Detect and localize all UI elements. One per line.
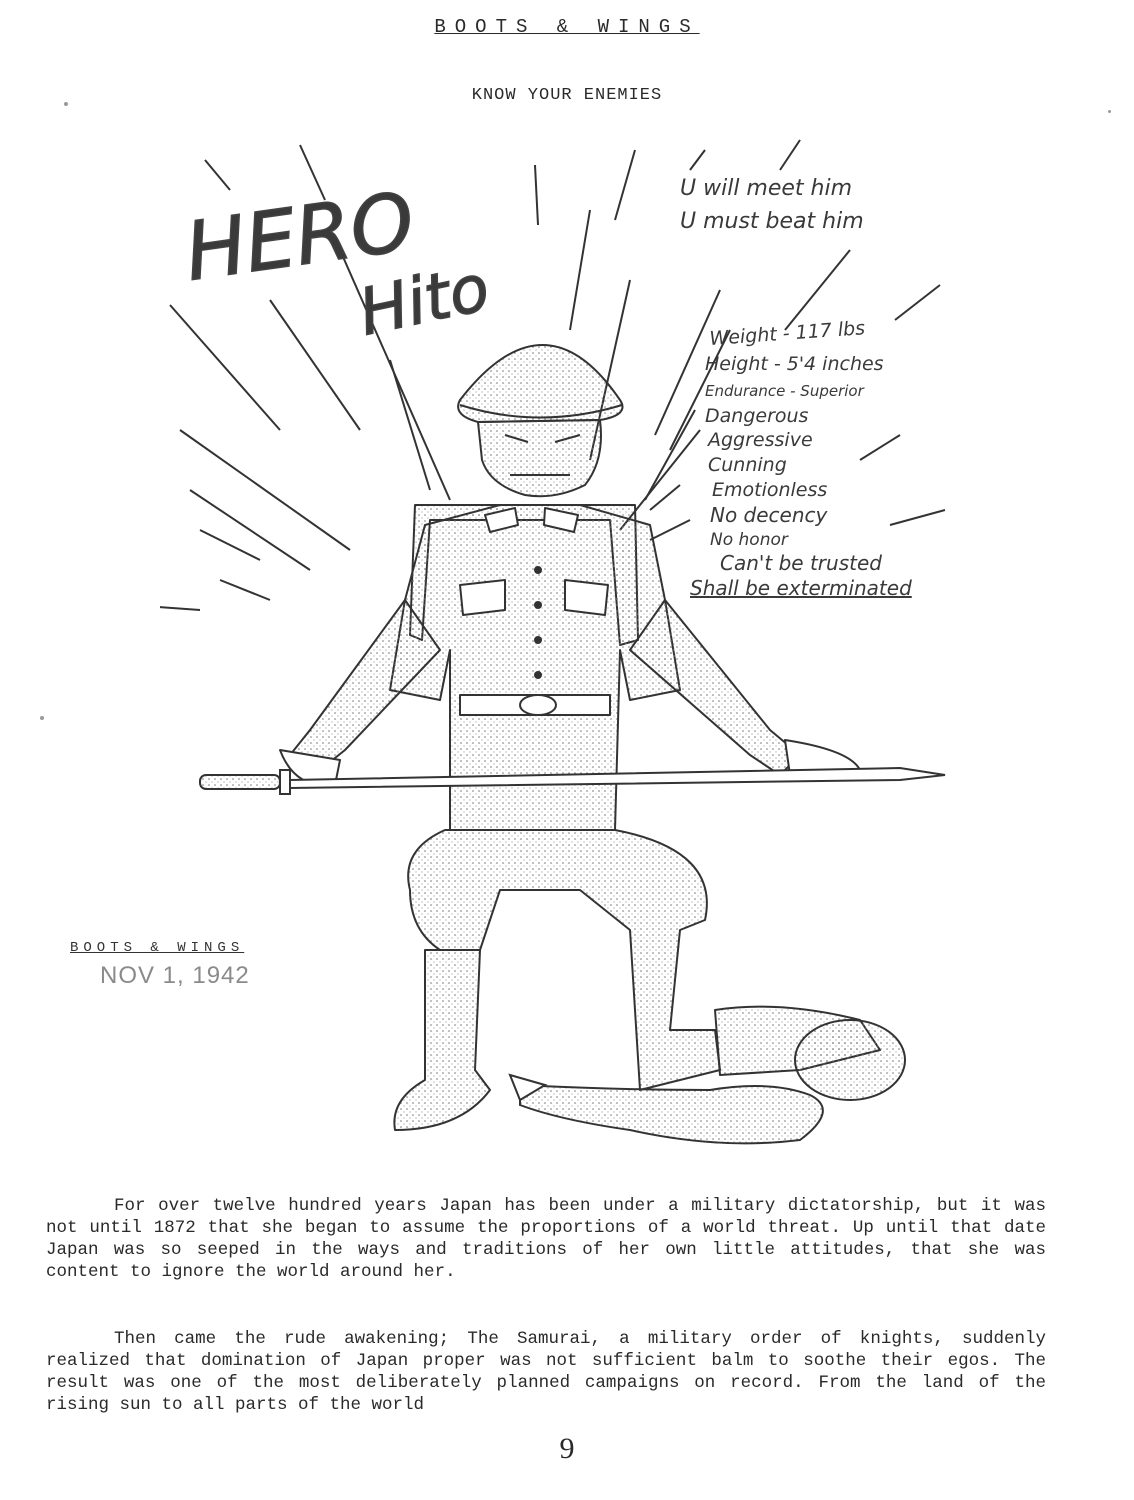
soldier-illustration xyxy=(160,130,960,1170)
date-stamp xyxy=(70,940,300,990)
scan-speck xyxy=(40,716,44,720)
scan-speck xyxy=(64,102,68,106)
slogan-line-2: U must beat him xyxy=(680,209,864,234)
trait-emotionless: Emotionless xyxy=(712,479,828,501)
masthead-title: BOOTS & WINGS xyxy=(434,16,700,38)
trait-aggressive: Aggressive xyxy=(708,429,813,451)
soldier-figure xyxy=(280,345,880,1130)
trait-no-honor: No honor xyxy=(710,530,788,550)
slogan-line-1: U will meet him xyxy=(680,176,853,201)
trait-cunning: Cunning xyxy=(708,454,787,476)
trait-height: Height - 5'4 inches xyxy=(705,353,884,375)
trait-cant-be-trusted: Can't be trusted xyxy=(720,551,882,575)
trait-endurance: Endurance - Superior xyxy=(705,382,864,400)
hero-lettering: HERO xyxy=(179,174,420,299)
paragraph-2: Then came the rude awakening; The Samurai, a military order of knights, suddenly realized that domination of Japan proper was not sufficient balm to soothe their egos. The result was one of the most deliberately planned campaigns on record. From the land of the rising sun to all parts of the world xyxy=(46,1329,1046,1415)
stamp-title: BOOTS & WINGS xyxy=(70,940,245,956)
paragraph-1: For over twelve hundred years Japan has been under a military dictatorship, but it was not until 1872 that she began to assume the proportions of a world threat. Up until that date Japan was so seeped in the ways and traditions of her own little attitudes, that she was content to ignore the world around her. xyxy=(46,1196,1046,1282)
trait-shall-be-exterminated: Shall be exterminated xyxy=(690,576,912,600)
stamp-date: NOV 1, 1942 xyxy=(100,962,250,989)
article-subtitle: KNOW YOUR ENEMIES xyxy=(471,86,663,105)
hito-lettering: Hito xyxy=(352,251,496,351)
traits-list xyxy=(690,317,912,600)
trait-dangerous: Dangerous xyxy=(705,405,809,427)
page-number: 9 xyxy=(559,1432,575,1465)
trait-weight: Weight - 117 lbs xyxy=(708,317,866,350)
scan-speck xyxy=(1108,110,1111,113)
trait-no-decency: No decency xyxy=(710,503,828,527)
